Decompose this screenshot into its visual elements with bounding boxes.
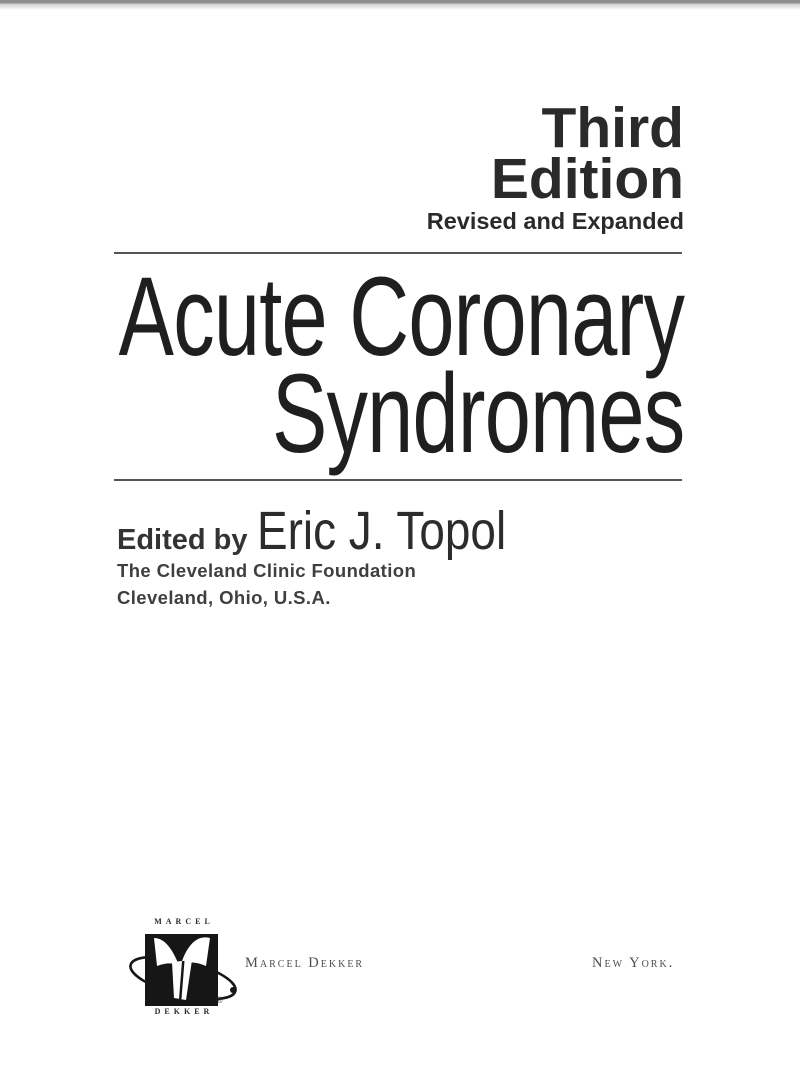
logo-caption-dekker: DEKKER [154, 1007, 214, 1016]
edited-by-label: Edited by [117, 524, 248, 556]
editor-affiliation: The Cleveland Clinic Foundation [117, 560, 417, 581]
registered-trademark-icon: ® [216, 995, 223, 1005]
scan-top-edge [0, 0, 800, 10]
edition-line-2: Edition [490, 147, 684, 211]
editor-name: Eric J. Topol [256, 501, 506, 561]
book-title-line-1: Acute Coronary [118, 254, 684, 379]
edition-subtitle: Revised and Expanded [426, 208, 684, 234]
logo-caption-marcel: MARCEL [154, 917, 214, 926]
publisher-city: New York. [592, 955, 675, 971]
editor-location: Cleveland, Ohio, U.S.A. [117, 587, 331, 608]
divider-rule-bottom [114, 479, 682, 481]
book-title-line-2: Syndromes [271, 351, 684, 476]
publisher-wordmark: Marcel Dekker [245, 955, 365, 971]
logo-swoosh-tip [230, 987, 236, 993]
edition-line-1: Third [541, 96, 684, 160]
editor-row [117, 501, 550, 561]
